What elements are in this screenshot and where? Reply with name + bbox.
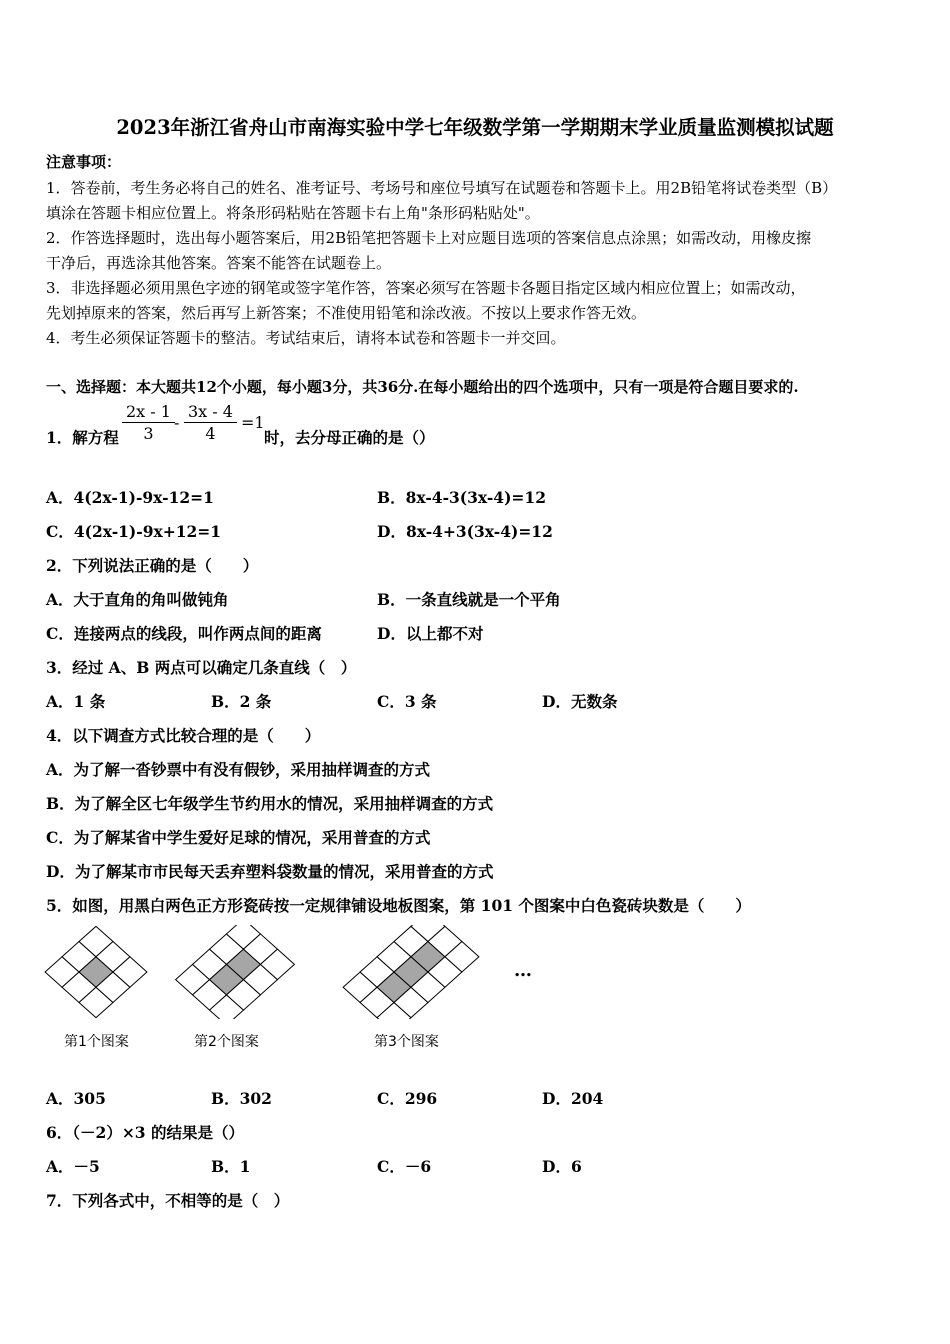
q6-stem: 6．（－2）×3 的结果是（） <box>46 1123 244 1142</box>
q3-option-c: C．3 条 <box>377 692 437 711</box>
q1-minus: - <box>174 413 180 432</box>
q1-frac1-denominator: 3 <box>143 424 154 443</box>
section-heading: 一、选择题：本大题共12个小题，每小题3分，共36分.在每小题给出的四个选项中，只有一项是符合题目要求的. <box>46 378 799 396</box>
q1-option-c: C．4(2x-1)-9x+12=1 <box>46 522 222 541</box>
pattern-caption-1: 第1个图案 <box>64 1034 129 1050</box>
notice-line: 3．非选择题必须用黑色字迹的钢笔或签字笔作答，答案必须写在答题卡各题目指定区域内相应位置上；如需改动， <box>46 279 806 297</box>
q5-stem: 5．如图，用黑白两色正方形瓷砖按一定规律铺设地板图案，第 101 个图案中白色瓷砖块数是（ ） <box>46 896 751 915</box>
notice-line: 1．答卷前，考生务必将自己的姓名、准考证号、考场号和座位号填写在试题卷和答题卡上。用2B铅笔将试卷类型（B） <box>46 179 838 197</box>
pattern-ellipsis: … <box>514 960 532 981</box>
q3-stem: 3．经过 A、B 两点可以确定几条直线（ ） <box>46 658 357 677</box>
q4-stem: 4．以下调查方式比较合理的是（ ） <box>46 726 321 745</box>
q1-frac1-numerator: 2x - 1 <box>122 402 175 423</box>
q3-option-d: D．无数条 <box>542 692 618 711</box>
notice-line: 先划掉原来的答案，然后再写上新答案；不准使用铅笔和涂改液。不按以上要求作答无效。 <box>46 304 647 322</box>
page-title: 2023年浙江省舟山市南海实验中学七年级数学第一学期期末学业质量监测模拟试题 <box>116 116 834 139</box>
q6-option-a: A．－5 <box>46 1157 100 1176</box>
pattern-caption-2: 第2个图案 <box>194 1034 259 1050</box>
q1-suffix: 时，去分母正确的是（） <box>264 428 435 447</box>
q5-option-d: D．204 <box>542 1089 604 1108</box>
q1-frac2-numerator: 3x - 4 <box>184 402 237 423</box>
q2-stem: 2．下列说法正确的是（ ） <box>46 556 259 575</box>
q3-option-a: A．1 条 <box>46 692 106 711</box>
q5-option-b: B．302 <box>211 1089 272 1108</box>
q1-prefix: 1．解方程 <box>46 428 119 447</box>
q2-option-a: A．大于直角的角叫做钝角 <box>46 590 229 609</box>
q4-option-c: C．为了解某省中学生爱好足球的情况，采用普查的方式 <box>46 828 431 847</box>
q2-option-b: B．一条直线就是一个平角 <box>377 590 561 609</box>
q1-fraction-1 <box>122 402 175 445</box>
q4-option-d: D．为了解某市市民每天丢弃塑料袋数量的情况，采用普查的方式 <box>46 862 494 881</box>
q4-option-a: A．为了解一沓钞票中有没有假钞，采用抽样调查的方式 <box>46 760 431 779</box>
tile-pattern-2 <box>166 925 304 1019</box>
q5-option-a: A．305 <box>46 1089 106 1108</box>
q1-option-b: B．8x-4-3(3x-4)=12 <box>377 488 546 507</box>
q1-equals: =1 <box>241 413 265 432</box>
pattern-caption-3: 第3个图案 <box>374 1034 439 1050</box>
q2-option-c: C．连接两点的线段，叫作两点间的距离 <box>46 624 322 643</box>
q1-option-d: D．8x-4+3(3x-4)=12 <box>377 522 553 541</box>
q6-option-c: C．－6 <box>377 1157 432 1176</box>
q1-option-a: A．4(2x-1)-9x-12=1 <box>46 488 214 507</box>
tile-pattern-3 <box>326 925 496 1019</box>
q1-frac2-denominator: 4 <box>205 424 216 443</box>
notice-line: 填涂在答题卡相应位置上。将条形码粘贴在答题卡右上角"条形码粘贴处"。 <box>46 204 540 222</box>
q6-option-d: D．6 <box>542 1157 582 1176</box>
notice-heading: 注意事项： <box>46 153 122 171</box>
notice-line: 2．作答选择题时，选出每小题答案后，用2B铅笔把答题卡上对应题目选项的答案信息点涂黑；如需改动，用橡皮擦 <box>46 229 812 247</box>
q7-stem: 7．下列各式中，不相等的是（ ） <box>46 1191 290 1210</box>
q3-option-b: B．2 条 <box>211 692 272 711</box>
q5-option-c: C．296 <box>377 1089 438 1108</box>
notice-line: 干净后，再选涂其他答案。答案不能答在试题卷上。 <box>46 254 392 272</box>
q6-option-b: B．1 <box>211 1157 251 1176</box>
q1-fraction-2 <box>184 402 237 445</box>
q4-option-b: B．为了解全区七年级学生节约用水的情况，采用抽样调查的方式 <box>46 794 494 813</box>
notice-line: 4．考生必须保证答题卡的整洁。考试结束后，请将本试卷和答题卡一并交回。 <box>46 329 566 347</box>
q2-option-d: D．以上都不对 <box>377 624 484 643</box>
tile-pattern-1 <box>44 925 148 1019</box>
